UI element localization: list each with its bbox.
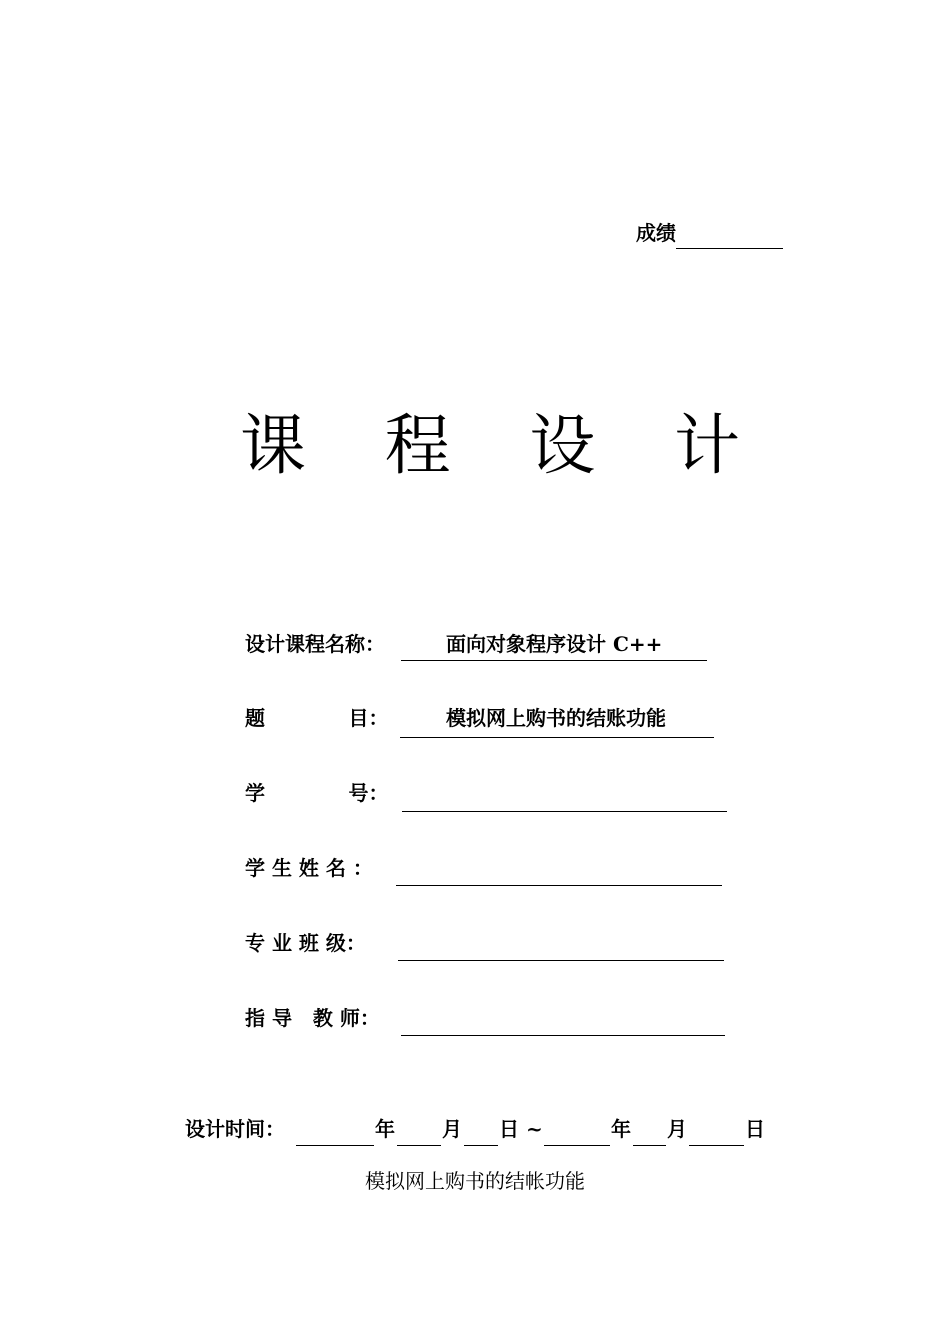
student-name-label: 学 生 姓 名 ：: [245, 856, 373, 880]
design-time-month1-underline: [397, 1145, 441, 1146]
student-id-label: 学 号：: [245, 781, 389, 805]
major-class-label: 专 业 班 级：: [245, 931, 366, 955]
title-char-2: 程: [384, 407, 451, 484]
advisor-underline: [401, 1035, 725, 1036]
design-time-day1-underline: [464, 1145, 498, 1146]
score-underline: [676, 248, 783, 249]
design-time-day2-underline: [689, 1145, 744, 1146]
design-time-day2: 日: [745, 1117, 765, 1141]
footer-title: 模拟网上购书的结帐功能: [365, 1169, 585, 1193]
design-time-year2: 年: [611, 1117, 631, 1141]
design-time-month2-underline: [633, 1145, 666, 1146]
title-char-4: 计: [673, 407, 740, 484]
score-label: 成绩: [636, 221, 676, 245]
advisor-label: 指 导 教 师：: [245, 1006, 380, 1030]
design-time-month1: 月: [442, 1117, 462, 1141]
student-id-underline: [402, 811, 727, 812]
student-name-underline: [396, 885, 722, 886]
document-title: [240, 404, 740, 488]
major-class-underline: [398, 960, 724, 961]
design-time-label: 设计时间：: [185, 1117, 285, 1141]
topic-value: 模拟网上购书的结账功能: [446, 706, 666, 730]
course-name-label: 设计课程名称：: [245, 632, 385, 656]
course-name-underline: [401, 660, 707, 661]
design-time-year1: 年: [375, 1117, 395, 1141]
topic-underline: [400, 737, 714, 738]
design-time-year2-underline: [544, 1145, 610, 1146]
design-time-month2: 月: [667, 1117, 687, 1141]
course-name-value: 面向对象程序设计 C++: [446, 632, 663, 656]
title-char-3: 设: [529, 407, 596, 484]
title-char-1: 课: [240, 407, 306, 484]
design-time-day1: 日 ~: [499, 1117, 543, 1141]
design-time-year1-underline: [296, 1145, 374, 1146]
topic-label: 题 目：: [245, 706, 389, 730]
